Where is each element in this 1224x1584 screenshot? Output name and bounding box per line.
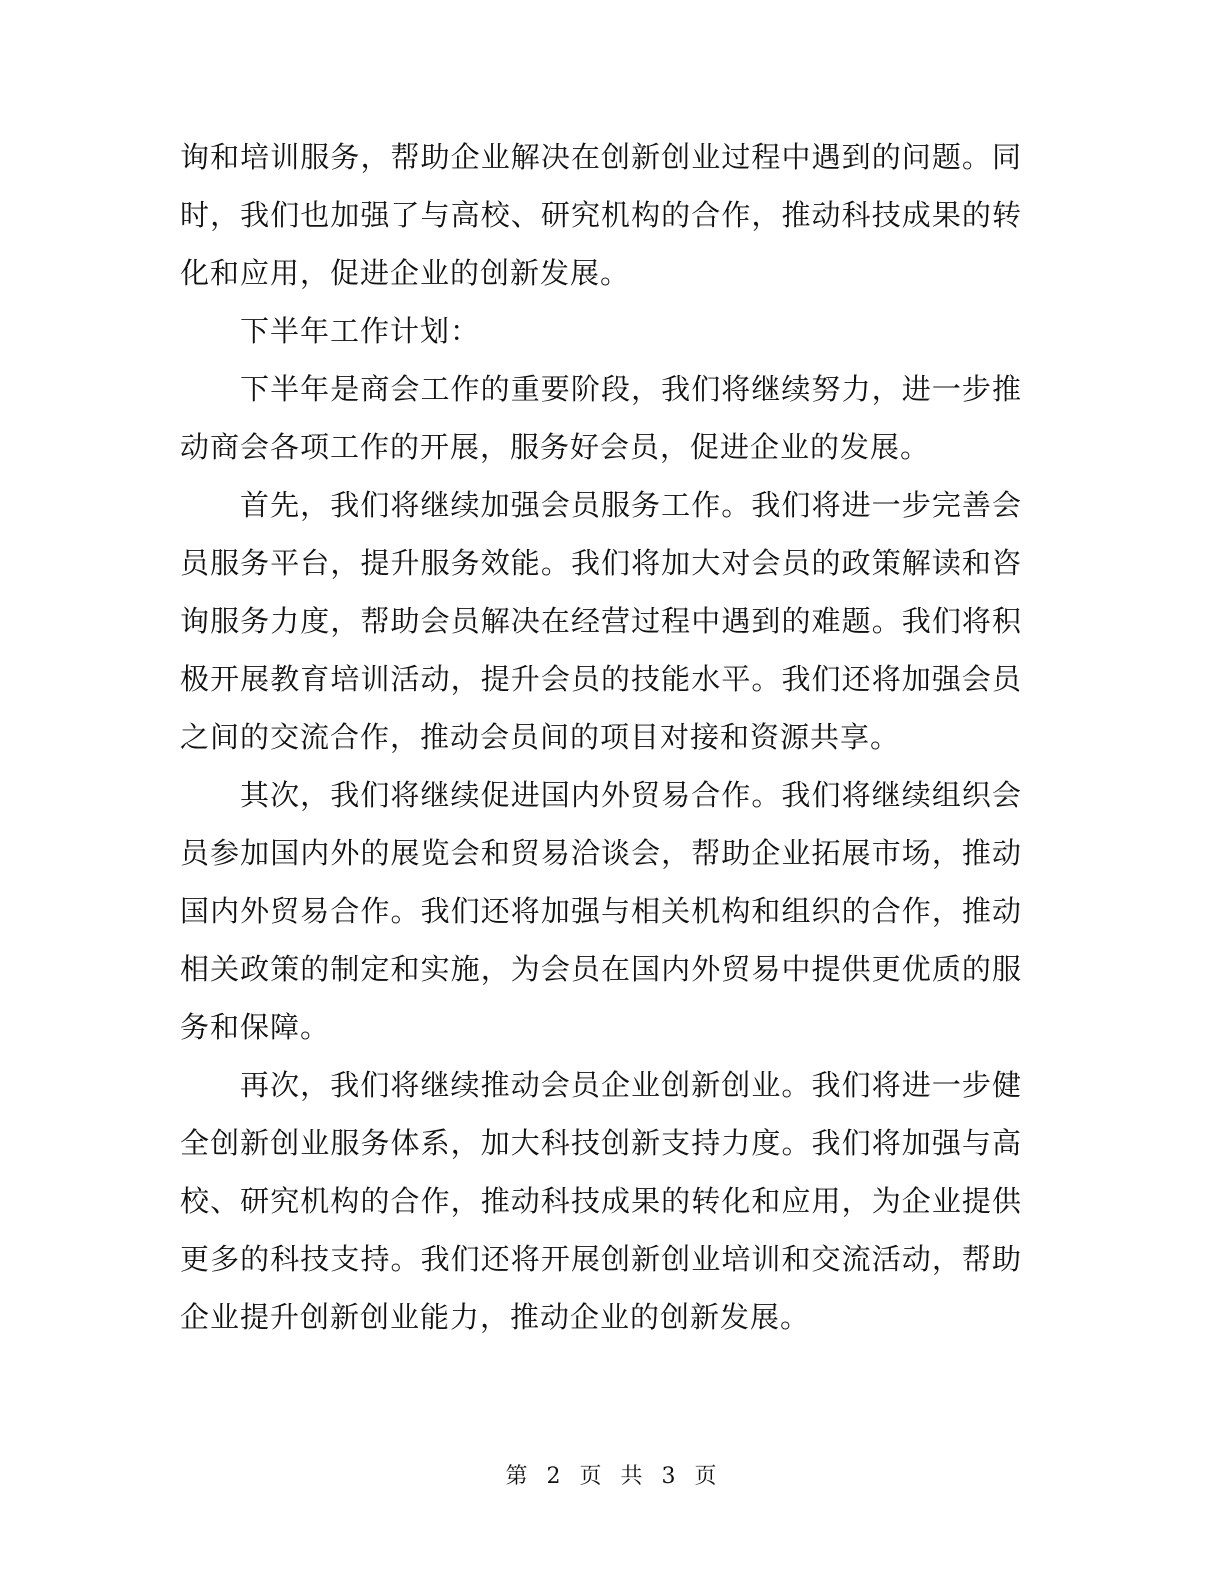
paragraph-continuation: 询和培训服务，帮助企业解决在创新创业过程中遇到的问题。同时，我们也加强了与高校、研究机构的合作，推动科技成果的转化和应用，促进企业的创新发展。 — [180, 140, 1022, 290]
page-number-footer: 第 2 页 共 3 页 — [505, 1464, 719, 1489]
paragraph-second: 其次，我们将继续促进国内外贸易合作。我们将继续组织会员参加国内外的展览会和贸易洽谈会，帮助企业拓展市场，推动国内外贸易合作。我们还将加强与相关机构和组织的合作，推动相关政策的制定和实施，为会员在国内外贸易中提供更优质的服务和保障。 — [180, 778, 1022, 1044]
paragraph-intro: 下半年是商会工作的重要阶段，我们将继续努力，进一步推动商会各项工作的开展，服务好会员，促进企业的发展。 — [180, 372, 1022, 464]
document-body — [180, 128, 1022, 1346]
paragraph-third: 再次，我们将继续推动会员企业创新创业。我们将进一步健全创新创业服务体系，加大科技创新支持力度。我们将加强与高校、研究机构的合作，推动科技成果的转化和应用，为企业提供更多的科技支持。我们还将开展创新创业培训和交流活动，帮助企业提升创新创业能力，推动企业的创新发展。 — [180, 1068, 1022, 1334]
paragraph-first: 首先，我们将继续加强会员服务工作。我们将进一步完善会员服务平台，提升服务效能。我们将加大对会员的政策解读和咨询服务力度，帮助会员解决在经营过程中遇到的难题。我们将积极开展教育培训活动，提升会员的技能水平。我们还将加强会员之间的交流合作，推动会员间的项目对接和资源共享。 — [180, 488, 1022, 754]
section-heading-second-half-plan: 下半年工作计划： — [240, 314, 481, 348]
